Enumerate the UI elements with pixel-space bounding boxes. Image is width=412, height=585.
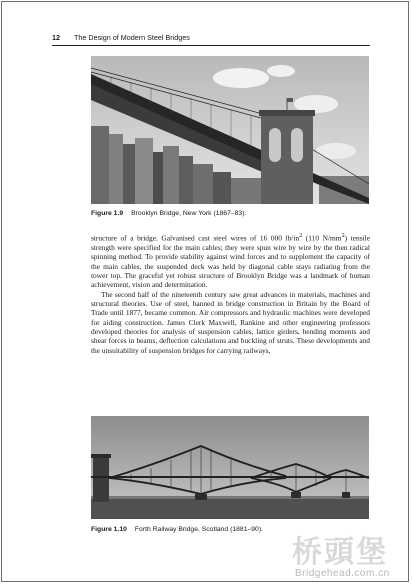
paragraph-1-part-a: structure of a bridge. Galvanised cast steel wires of 16 000 lb/in: [91, 233, 300, 243]
figure-1-10-caption-text: Forth Railway Bridge, Scotland (1881–90).: [134, 526, 263, 533]
watermark-url: Bridgehead.com.cn: [295, 568, 390, 579]
forth-bridge-photo: [91, 416, 369, 519]
watermark-logo: 桥頭堡: [292, 535, 388, 570]
figure-1-10-label: Figure 1.10: [91, 526, 127, 533]
header-rule: [52, 45, 370, 46]
body-text: [91, 232, 370, 355]
paragraph-1: [91, 232, 370, 290]
superscript-1: 2: [299, 233, 303, 239]
figure-1-9-label: Figure 1.9: [91, 210, 124, 217]
brooklyn-bridge-photo: [91, 56, 369, 204]
book-title: The Design of Modern Steel Bridges: [74, 33, 190, 42]
paragraph-2: The second half of the nineteenth century saw great advances in materials, machines and structural theories. Use of steel, banned in bridge construction in Britain by the Board of Trade until 1877, became common. Air compressors and hydraulic machines were developed for aiding construction. James Clerk Maxwell, Rankine and other engineering professors developed theories for analysis of suspension cables, lattice girders, bending moments and shear forces in beams, deflection calculations and buckling of struts. These developments and the unsuitability of suspension bridges for carrying railways,: [91, 289, 370, 355]
figure-1-9-caption: [91, 210, 371, 217]
figure-1-9-image: [91, 56, 369, 204]
paragraph-1-part-b: (110 N/mm: [302, 233, 342, 243]
page-number: 12: [52, 33, 60, 42]
figure-1-10-image: [91, 416, 369, 519]
figure-1-9-caption-text: Brooklyn Bridge, New York (1867–83).: [131, 210, 247, 217]
superscript-2: 2: [341, 233, 345, 239]
paragraph-1-part-c: ) tensile strength were specified for the main cables; they were spun wire by wire by the then radical spinning method. To provide stability against wind forces and to supplement the capacity of the main cables, the suspended deck was held by diagonal cable stays radiating from the tower top. The graceful yet robust structure of Brooklyn Bridge was a landmark of human achievement, vision and determination.: [91, 233, 370, 290]
running-head: [52, 33, 370, 45]
